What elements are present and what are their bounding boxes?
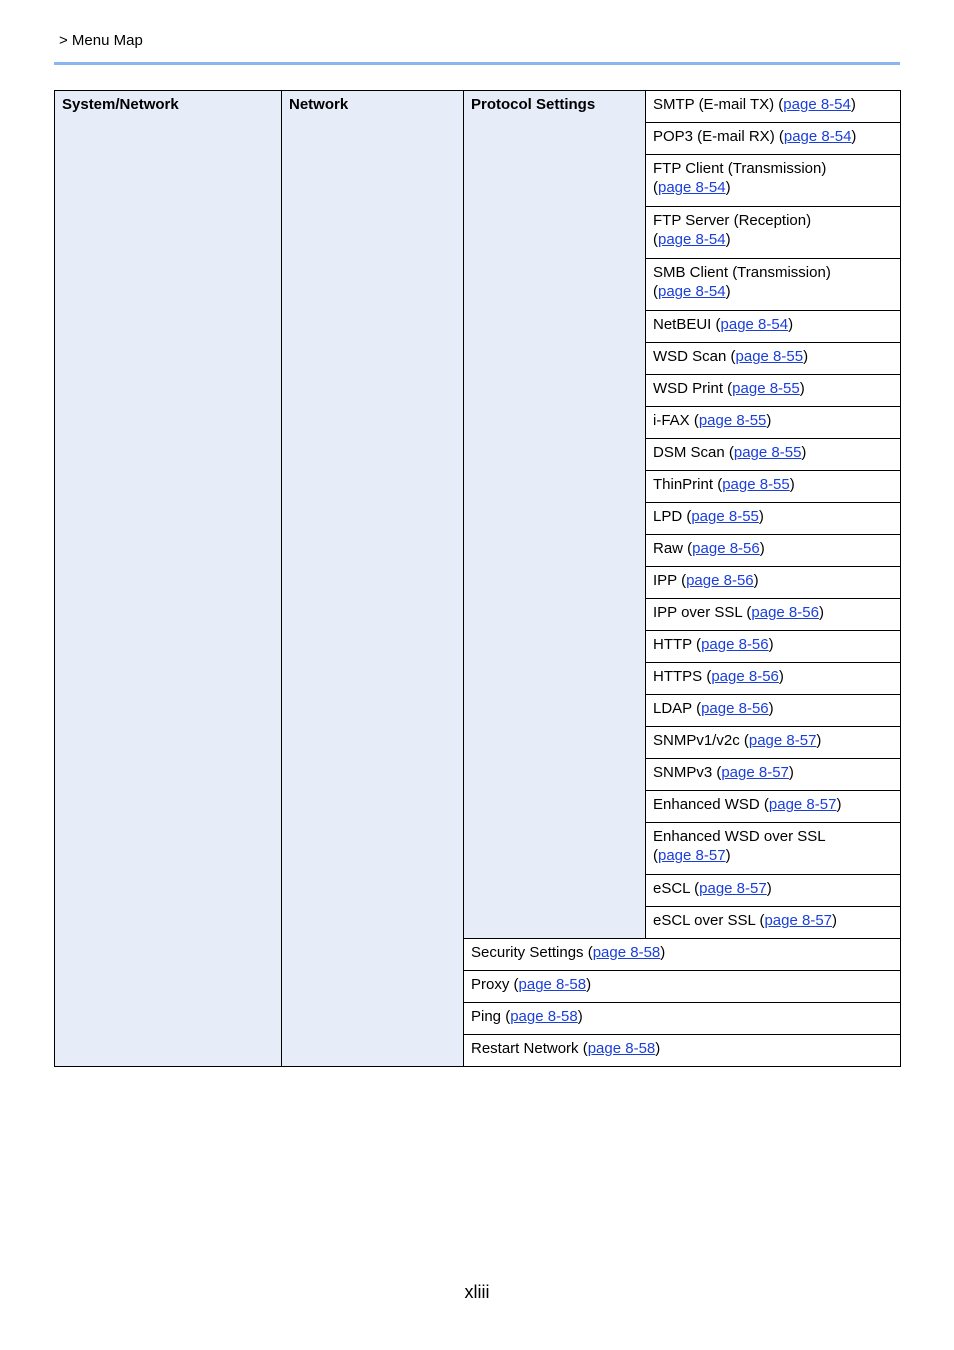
open-paren: ( [653,231,658,248]
close-paren: ) [778,668,784,685]
table-row [55,91,901,123]
page-link[interactable]: page 8-58 [587,1040,656,1057]
page-link[interactable]: page 8-54 [658,283,726,300]
page-link[interactable]: page 8-58 [510,1008,578,1025]
menu-item [646,407,901,439]
menu-item [646,695,901,727]
page-link[interactable]: page 8-57 [721,764,789,781]
close-paren: ) [836,796,842,813]
item-label: Enhanced WSD ( [653,796,769,813]
page-link[interactable]: page 8-55 [732,380,800,397]
close-paren: ) [788,316,794,333]
close-paren: ) [818,604,824,621]
close-paren: ) [660,944,666,961]
page-link[interactable]: page 8-55 [735,348,804,365]
close-paren: ) [816,732,822,749]
menu-item [646,535,901,567]
menu-item [646,791,901,823]
menu-item [646,259,901,311]
item-label: POP3 (E-mail RX) ( [653,128,784,145]
item-label: ThinPrint ( [653,476,723,493]
close-paren: ) [832,912,838,929]
menu-item [646,155,901,207]
menu-item [646,599,901,631]
item-label: IPP ( [653,572,687,589]
page-number: xliii [464,1282,490,1302]
menu-item [646,439,901,471]
item-label: eSCL over SSL ( [653,912,765,929]
page-link[interactable]: page 8-56 [686,572,754,589]
system-network-heading: System/Network [55,91,282,1067]
page-link[interactable]: page 8-57 [699,880,767,897]
close-paren: ) [768,700,774,717]
item-label: SMB Client (Transmission) [653,264,831,281]
menu-item [646,91,901,123]
page-link[interactable]: page 8-54 [783,128,852,145]
close-paren: ) [586,976,592,993]
page-link[interactable]: page 8-55 [733,444,802,461]
menu-map-table [54,90,901,1067]
close-paren: ) [725,179,731,196]
close-paren: ) [768,636,774,653]
protocol-settings-heading: Protocol Settings [464,91,646,939]
item-label: Security Settings ( [471,944,593,961]
breadcrumb: > Menu Map [59,32,143,49]
item-label: Enhanced WSD over SSL [653,828,826,845]
close-paren: ) [758,508,764,525]
open-paren: ( [653,283,658,300]
item-label: DSM Scan ( [653,444,734,461]
menu-item [646,123,901,155]
menu-item [646,907,901,939]
menu-item [646,471,901,503]
item-label: SNMPv1/v2c ( [653,732,749,749]
header-rule [54,62,900,65]
menu-item [646,207,901,259]
open-paren: ( [653,847,658,864]
menu-item [464,1003,901,1035]
menu-item [646,375,901,407]
close-paren: ) [766,412,772,429]
close-paren: ) [753,572,759,589]
menu-item [646,503,901,535]
close-paren: ) [725,283,731,300]
page-link[interactable]: page 8-55 [722,476,790,493]
page-link[interactable]: page 8-54 [658,231,726,248]
page-link[interactable]: page 8-54 [720,316,789,333]
page-link[interactable]: page 8-54 [658,179,726,196]
menu-item [646,759,901,791]
close-paren: ) [801,444,807,461]
item-label: SNMPv3 ( [653,764,722,781]
close-paren: ) [850,96,856,113]
item-label: Raw ( [653,540,693,557]
page-link[interactable]: page 8-57 [764,912,833,929]
page-link[interactable]: page 8-58 [518,976,587,993]
close-paren: ) [725,847,731,864]
page-link[interactable]: page 8-56 [751,604,819,621]
network-heading: Network [282,91,464,1067]
page-link[interactable]: page 8-57 [658,847,726,864]
page-link[interactable]: page 8-54 [783,96,851,113]
item-label: Restart Network ( [471,1040,588,1057]
menu-item [646,567,901,599]
menu-item [646,663,901,695]
menu-item [646,343,901,375]
page-link[interactable]: page 8-57 [768,796,837,813]
item-label: WSD Scan ( [653,348,736,365]
menu-item [646,727,901,759]
menu-item [646,875,901,907]
menu-item [464,939,901,971]
menu-item [646,631,901,663]
page-link[interactable]: page 8-56 [711,668,779,685]
menu-item [464,1035,901,1067]
item-label: LPD ( [653,508,692,525]
close-paren: ) [788,764,794,781]
item-label: i-FAX ( [653,412,699,429]
item-label: LDAP ( [653,700,702,717]
page-link[interactable]: page 8-55 [698,412,767,429]
item-label: Ping ( [471,1008,511,1025]
item-label: HTTPS ( [653,668,712,685]
menu-item [464,971,901,1003]
page-link[interactable]: page 8-56 [701,700,769,717]
close-paren: ) [759,540,765,557]
page-link[interactable]: page 8-55 [691,508,759,525]
item-label: NetBEUI ( [653,316,721,333]
page-link[interactable]: page 8-56 [692,540,760,557]
close-paren: ) [789,476,795,493]
item-label: FTP Client (Transmission) [653,160,827,177]
close-paren: ) [803,348,809,365]
close-paren: ) [577,1008,583,1025]
item-label: SMTP (E-mail TX) ( [653,96,784,113]
page-link[interactable]: page 8-57 [748,732,817,749]
item-label: IPP over SSL ( [653,604,752,621]
close-paren: ) [655,1040,661,1057]
item-label: eSCL ( [653,880,700,897]
item-label: Proxy ( [471,976,519,993]
page-link[interactable]: page 8-56 [701,636,769,653]
item-label: HTTP ( [653,636,702,653]
page-link[interactable]: page 8-58 [592,944,661,961]
close-paren: ) [851,128,857,145]
close-paren: ) [766,880,772,897]
open-paren: ( [653,179,658,196]
close-paren: ) [799,380,805,397]
close-paren: ) [725,231,731,248]
menu-item [646,823,901,875]
item-label: WSD Print ( [653,380,733,397]
item-label: FTP Server (Reception) [653,212,812,229]
menu-item [646,311,901,343]
